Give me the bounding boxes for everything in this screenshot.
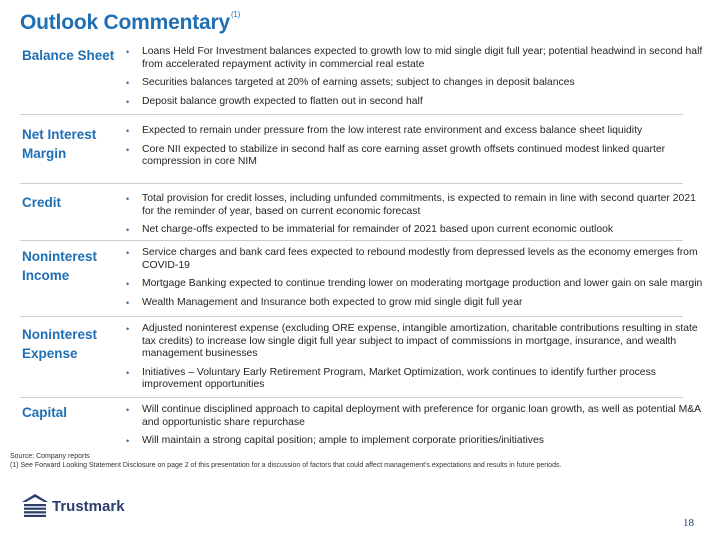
source-line: Source: Company reports — [10, 453, 90, 460]
page-title — [20, 10, 240, 35]
logo-text: Trustmark — [52, 497, 125, 515]
bullet-item: • Wealth Management and Insurance both expected to grow mid single digit full year — [120, 297, 705, 310]
section-bullets-balance-sheet — [120, 46, 705, 114]
section-divider — [20, 114, 683, 115]
section-label-balance-sheet: Balance Sheet — [22, 48, 115, 63]
bullet-item: • Initiatives – Voluntary Early Retirement Program, Market Optimization, work continues to identify further process improvement opportunities — [120, 367, 705, 392]
bullet-item: • Securities balances targeted at 20% of earning assets; subject to changes in deposit balances — [120, 77, 705, 90]
trustmark-logo-icon — [22, 494, 48, 518]
bullet-item: • Total provision for credit losses, including unfunded commitments, is expected to remain in line with second quarter 2021 for the reminder of year, based on current economic forecast — [120, 193, 705, 218]
bullet-item: • Mortgage Banking expected to continue trending lower on moderating mortgage production and lower gain on sale margin — [120, 278, 705, 291]
section-label-capital: Capital — [22, 405, 68, 420]
section-label-noninterest-expense: Noninterest Expense — [22, 327, 98, 361]
section-label-noninterest-income: Noninterest Income — [22, 249, 98, 283]
trustmark-logo — [22, 494, 125, 518]
bullet-item: • Core NII expected to stabilize in second half as core earning asset growth offsets continued modest linked quarter compression in core NIM — [120, 144, 705, 169]
section-bullets-noninterest-expense — [120, 323, 705, 398]
bullet-item: • Net charge-offs expected to be immaterial for remainder of 2021 based upon current economic outlook — [120, 224, 705, 237]
section-bullets-capital — [120, 404, 705, 454]
section-label-credit: Credit — [22, 195, 62, 210]
section-divider — [20, 316, 683, 317]
footnote-mark: (1) — [230, 10, 241, 19]
section-divider — [20, 397, 683, 398]
section-bullets-net-interest-margin — [120, 125, 705, 175]
page-title-text: Outlook Commentary — [20, 11, 230, 34]
section-divider — [20, 240, 683, 241]
bullet-item: • Adjusted noninterest expense (excluding ORE expense, intangible amortization, charitable contributions resulting in state tax credits) to increase low single digit full year subject to impact of commissions in mortgage, insurance, and wealth management businesses — [120, 323, 705, 361]
section-bullets-credit — [120, 193, 705, 243]
section-label-net-interest-margin: Net Interest Margin — [22, 127, 97, 161]
section-bullets-noninterest-income — [120, 247, 705, 315]
footnote-line: (1) See Forward Looking Statement Disclosure on page 2 of this presentation for a discussion of factors that could affect management's expectations and results in future periods. — [10, 462, 562, 469]
bullet-item: • Loans Held For Investment balances expected to growth low to mid single digit full year; potential headwind in second half from accelerated repayment activity in commercial real estate — [120, 46, 705, 71]
bullet-item: • Will continue disciplined approach to capital deployment with preference for organic loan growth, as well as potential M&A and opportunistic share repurchase — [120, 404, 705, 429]
source-notes — [10, 452, 561, 470]
page-number: 18 — [683, 517, 694, 529]
bullet-item: • Will maintain a strong capital position; ample to implement corporate priorities/initiatives — [120, 435, 705, 448]
bullet-item: • Deposit balance growth expected to flatten out in second half — [120, 96, 705, 109]
section-divider — [20, 183, 683, 184]
bullet-item: • Service charges and bank card fees expected to rebound modestly from depressed levels as the economy emerges from COVID-19 — [120, 247, 705, 272]
bullet-item: • Expected to remain under pressure from the low interest rate environment and excess balance sheet liquidity — [120, 125, 705, 138]
